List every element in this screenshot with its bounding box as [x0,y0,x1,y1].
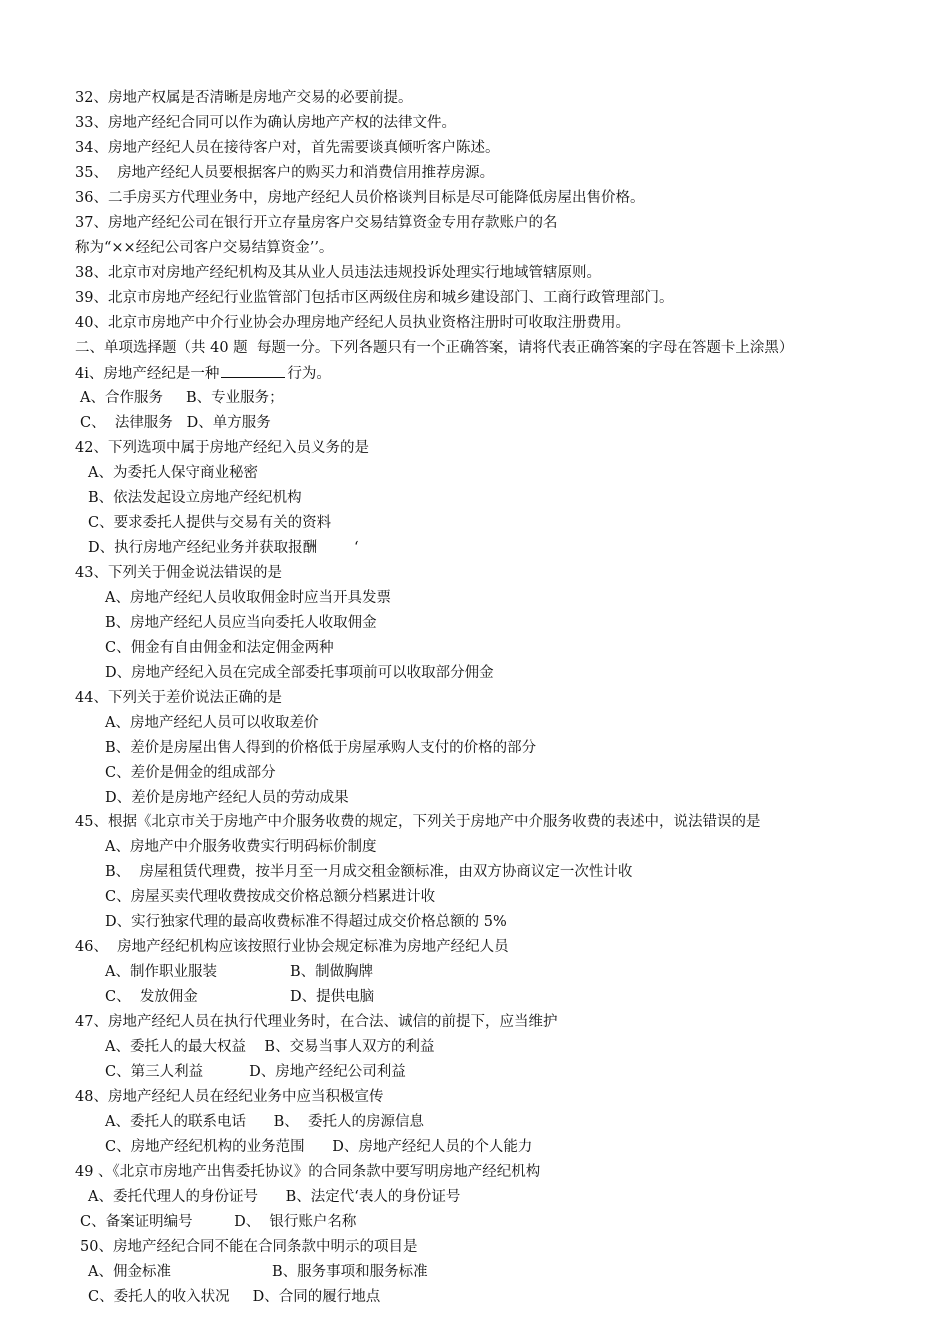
question-50-options-row2: C、委托人的收入状况 D、合同的履行地点 [88,1289,381,1305]
question-42-option-a: A、为委托人保守商业秘密 [88,465,258,481]
statement-34: 34、房地产经纪人员在接待客户对，首先需要谈真倾听客户陈述。 [75,140,500,156]
question-44-option-b: B、差价是房屋出售人得到的价格低于房屋承购人支付的价格的部分 [105,740,537,756]
question-50-option-a: A、佣金标准 [88,1264,171,1280]
statement-38: 38、北京市对房地产经纪机构及其从业人员违法违规投诉处理实行地域管辖原则。 [75,265,601,281]
statement-37-line1: 37、房地产经纪公司在银行开立存量房客户交易结算资金专用存款账户的名 [75,215,558,231]
statement-33: 33、房地产经纪合同可以作为确认房地产产权的法律文件。 [75,115,456,131]
question-44-stem: 44、下列关于差价说法正确的是 [75,690,282,706]
question-46-option-a: A、制作职业服装 [105,964,217,980]
question-43-option-b: B、房地产经纪人员应当向委托人收取佣金 [105,615,377,631]
question-42-stem: 42、下列选项中属于房地产经纪入员义务的是 [75,440,369,456]
question-41-stem-after: 行为。 [287,366,331,382]
question-43-option-c: C、佣金有自由佣金和法定佣金两种 [105,640,334,656]
question-47-options-row1: A、委托人的最大权益 B、交易当事人双方的利益 [105,1039,435,1055]
question-41-options-row2: C、 法律服务 D、单方服务 [80,415,271,431]
section-heading-single-choice: 二、单项选择题（共 40 题 每题一分。下列各题只有一个正确答案，请将代表正确答案的字母在答题卡上涂黑） [75,340,794,356]
question-49-stem: 49 、《北京市房地产出售委托协议》的合同条款中要写明房地产经纪机构 [75,1164,541,1180]
question-44-option-d: D、差价是房地产经纪人员的劳动成果 [105,790,349,806]
question-44-option-a: A、房地产经纪人员可以收取差价 [105,715,319,731]
statement-35: 35、 房地产经纪人员要根据客户的购买力和消费信用推荐房源。 [75,165,495,181]
statement-36: 36、二手房买方代理业务中，房地产经纪人员价格谈判目标是尽可能降低房屋出售价格。 [75,190,645,206]
question-48-stem: 48、房地产经纪人员在经纪业务中应当积极宣传 [75,1089,384,1105]
question-43-stem: 43、下列关于佣金说法错误的是 [75,565,282,581]
question-44-option-c: C、差价是佣金的组成部分 [105,765,276,781]
question-45-option-b: B、 房屋租赁代理费，按半月至一月成交租金额标准，由双方协商议定一次性计收 [105,864,633,880]
question-50-option-b: B、服务事项和服务标准 [272,1264,428,1280]
question-47-stem: 47、房地产经纪人员在执行代理业务时，在合法、诚信的前提下，应当维护 [75,1014,558,1030]
question-48-options-row2: C、房地产经纪机构的业务范围 D、房地产经纪人员的个人能力 [105,1139,533,1155]
question-45-stem: 45、根据《北京市关于房地产中介服务收费的规定，下列关于房地产中介服务收费的表述中，说法错误的是 [75,814,761,830]
question-45-option-a: A、房地产中介服务收费实行明码标价制度 [105,839,377,855]
question-41-stem [75,363,331,384]
question-46-option-d: D、提供电脑 [290,989,375,1005]
question-42-option-d: D、执行房地产经纪业务并获取报酬 ‘ [88,540,359,556]
question-45-option-d: D、实行独家代理的最高收费标准不得超过成交价格总额的 5% [105,914,507,930]
question-41-options-row1: A、合作服务 B、专业服务； [80,390,284,406]
question-42-option-b: B、依法发起设立房地产经纪机构 [88,490,302,506]
statement-40: 40、北京市房地产中介行业协会办理房地产经纪人员执业资格注册时可收取注册费用。 [75,315,630,331]
question-50-stem: 50、房地产经纪合同不能在合同条款中明示的项目是 [80,1239,418,1255]
question-43-option-a: A、房地产经纪人员收取佣金时应当开具发票 [105,590,391,606]
statement-32: 32、房地产权属是否清晰是房地产交易的必要前提。 [75,90,413,106]
question-46-option-c: C、 发放佣金 [105,989,198,1005]
question-43-option-d: D、房地产经纪入员在完成全部委托事项前可以收取部分佣金 [105,665,494,681]
question-45-option-c: C、房屋买卖代理收费按成交价格总额分档累进计收 [105,889,436,905]
question-46-stem: 46、 房地产经纪机构应该按照行业协会规定标准为房地产经纪人员 [75,939,509,955]
answer-blank [221,363,285,378]
question-49-options-row2: C、备案证明编号 D、 银行账户名称 [80,1214,357,1230]
statement-39: 39、北京市房地产经纪行业监管部门包括市区两级住房和城乡建设部门、工商行政管理部门。 [75,290,674,306]
question-47-options-row2: C、第三人利益 D、房地产经纪公司利益 [105,1064,406,1080]
question-46-option-b: B、制做胸牌 [290,964,374,980]
question-42-option-c: C、要求委托人提供与交易有关的资料 [88,515,332,531]
statement-37-line2: 称为“××经纪公司客户交易结算资金’’。 [75,240,334,256]
question-41-stem-before: 4i、房地产经纪是一种 [75,366,220,382]
question-49-options-row1: A、委托代理人的身份证号 B、法定代‘表人的身份证号 [88,1189,461,1205]
question-48-options-row1: A、委托人的联系电话 B、 委托人的房源信息 [105,1114,424,1130]
